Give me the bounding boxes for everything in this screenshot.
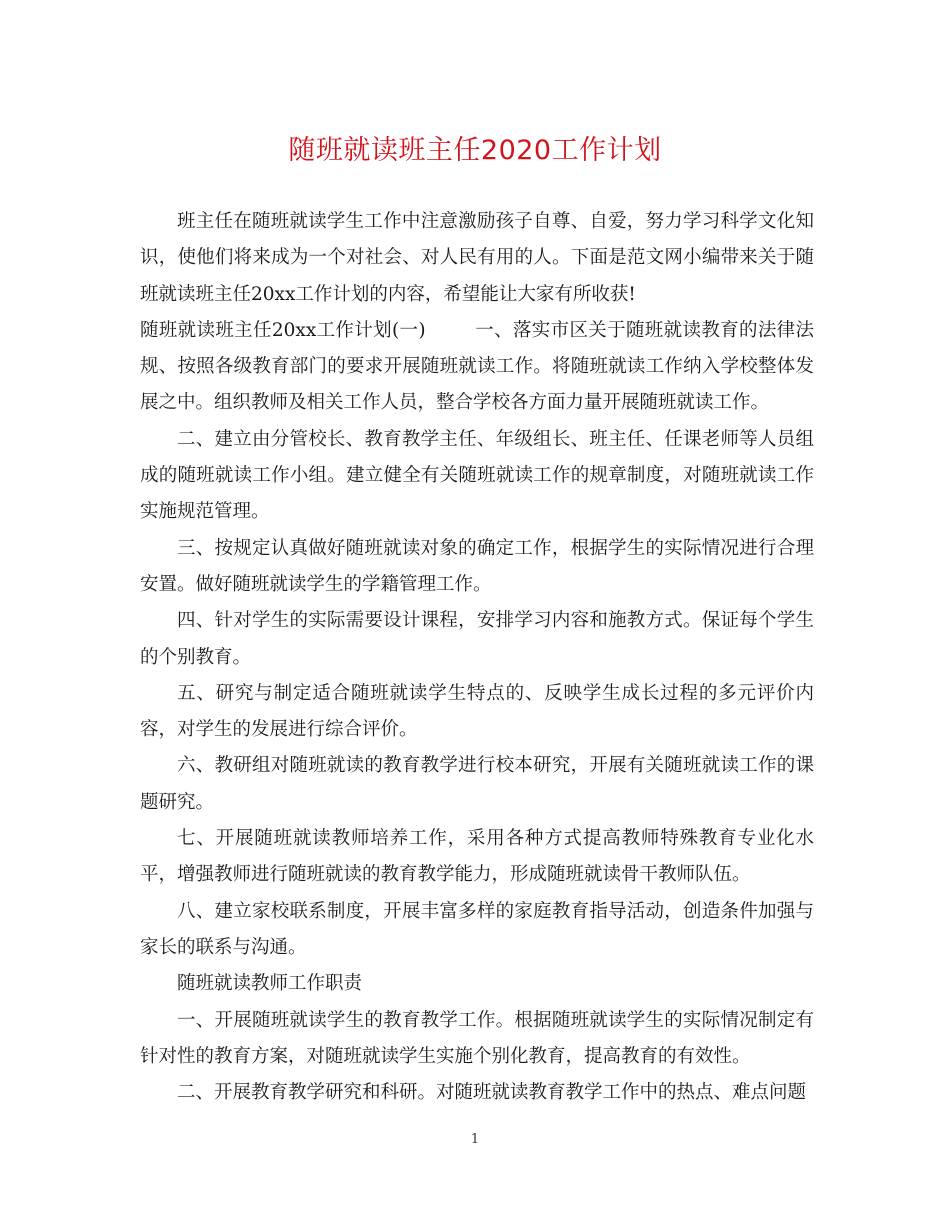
document-body [140,204,814,1111]
page-number: 1 [470,1132,480,1147]
paragraph-2: 二、建立由分管校长、教育教学主任、年级组长、班主任、任课老师等人员组成的随班就读工作小组。建立健全有关随班就读工作的规章制度，对随班就读工作实施规范管理。 [140,428,814,523]
paragraph-7: 七、开展随班就读教师培养工作，采用各种方式提高教师特殊教育专业化水平，增强教师进行随班就读的教育教学能力，形成随班就读骨干教师队伍。 [140,828,814,886]
paragraph-8: 八、建立家校联系制度，开展丰富多样的家庭教育指导活动，创造条件加强与家长的联系与沟通。 [140,900,814,958]
section2-paragraph-1: 一、开展随班就读学生的教育教学工作。根据随班就读学生的实际情况制定有针对性的教育方案，对随班就读学生实施个别化教育，提高教育的有效性。 [140,1009,814,1067]
paragraph-3: 三、按规定认真做好随班就读对象的确定工作，根据学生的实际情况进行合理安置。做好随班就读学生的学籍管理工作。 [140,537,814,595]
section-heading-teacher-duties: 随班就读教师工作职责 [177,973,363,995]
paragraph-plan-heading: 随班就读班主任20xx工作计划(一) 一、落实市区关于随班就读教育的法律法规、按照各级教育部门的要求开展随班就读工作。将随班就读工作纳入学校整体发展之中。组织教师及相关工作人员，整合学校各方面力量开展随班就读工作。 [140,319,814,414]
paragraph-6: 六、教研组对随班就读的教育教学进行校本研究，开展有关随班就读工作的课题研究。 [140,755,814,813]
paragraph-5: 五、研究与制定适合随班就读学生特点的、反映学生成长过程的多元评价内容，对学生的发展进行综合评价。 [140,682,814,741]
paragraph-intro: 班主任在随班就读学生工作中注意激励孩子自尊、自爱，努力学习科学文化知识，使他们将来成为一个对社会、对人民有用的人。下面是范文网小编带来关于随班就读班主任20xx工作计划的内容，希望能让大家有所收获! [140,211,814,305]
document-title: 随班就读班主任2020工作计划 [288,135,662,166]
paragraph-4: 四、针对学生的实际需要设计课程，安排学习内容和施教方式。保证每个学生的个别教育。 [140,610,814,668]
section2-paragraph-2: 二、开展教育教学研究和科研。对随班就读教育教学工作中的热点、难点问题 [177,1082,807,1104]
